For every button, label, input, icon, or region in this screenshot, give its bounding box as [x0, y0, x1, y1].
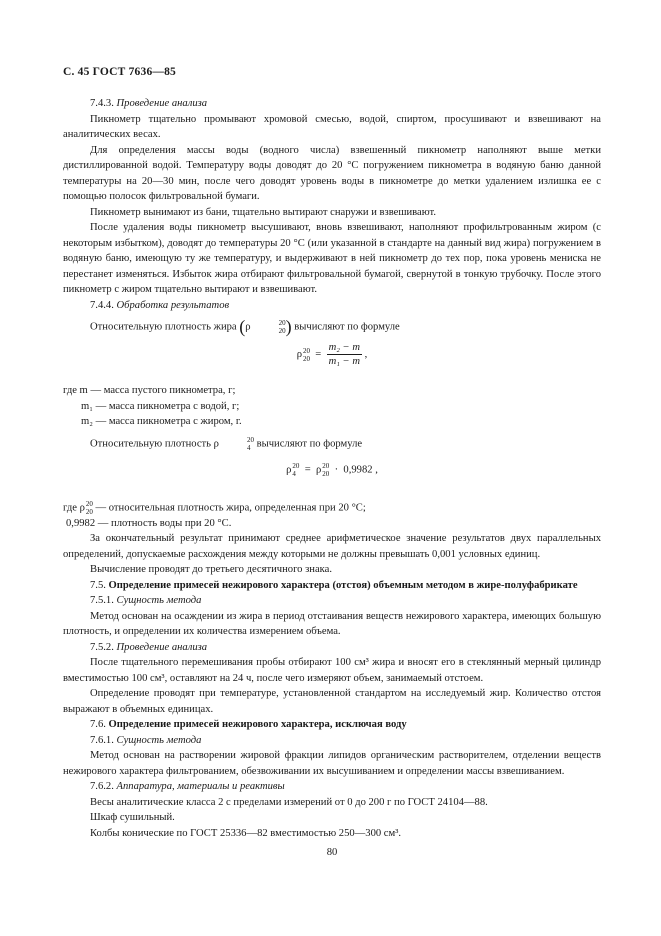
- equals-sign: =: [315, 348, 322, 360]
- superscript: 20: [292, 461, 300, 470]
- index-pair: [220, 436, 254, 452]
- superscript: 20: [302, 346, 310, 355]
- superscript: 20: [246, 435, 254, 444]
- section-number: 7.6.2.: [90, 781, 114, 792]
- document-body: [63, 96, 601, 841]
- subscript: 4: [292, 469, 296, 478]
- paragraph: Колбы конические по ГОСТ 25336—82 вместимостью 250—300 см³.: [90, 827, 402, 839]
- section-title: Проведение анализа: [116, 641, 208, 653]
- rho-symbol: ρ: [296, 348, 302, 360]
- superscript: 20: [322, 461, 330, 470]
- paragraph: Весы аналитические класса 2 с пределами измерений от 0 до 200 г по ГОСТ 24104—88.: [90, 796, 488, 808]
- rho-symbol: ρ: [213, 437, 219, 449]
- paragraph: Определение проводят при температуре, установленной стандартом на исследуемый жир. Количество отстоя выражают в объемных единицах.: [63, 688, 601, 715]
- where-line: [63, 500, 601, 516]
- section-7-5-heading: [63, 578, 601, 594]
- section-7-6-1-heading: [63, 733, 601, 749]
- formula-2: [63, 462, 601, 494]
- section-number: 7.6.1.: [90, 734, 114, 746]
- paragraph: Для определения массы воды (водного числа) взвешенный пикнометр наполняют выше метки дистиллированной водой. Температуру воды доводят до 20 °С погружением пикнометра в водяную баню данной температуры на 20—30 мин, после чего доводят уровень воды в пикнометре до метки удалением излишка ее с помощью полосок фильтровальной бумаги.: [63, 144, 601, 202]
- section-7-6-2-heading: [63, 779, 601, 795]
- section-number: 7.5.1.: [90, 595, 114, 606]
- paren-open: (: [239, 316, 246, 337]
- document-page: [63, 0, 603, 936]
- subscript: 4: [246, 443, 251, 452]
- section-number: 7.6.: [90, 719, 106, 730]
- comma: ,: [375, 463, 378, 475]
- section-7-5-1-heading: [63, 593, 601, 609]
- where-text: — относительная плотность жира, определенная при 20 °С;: [95, 501, 366, 513]
- section-number: 7.4.3.: [90, 98, 114, 109]
- where-word: где: [63, 501, 77, 513]
- page-number: 80: [326, 847, 338, 858]
- numerator: m₂ − m: [328, 342, 360, 353]
- section-7-6-heading: [63, 717, 601, 733]
- equals-sign: =: [304, 463, 311, 475]
- paragraph: Пикнометр тщательно промывают хромовой смесью, водой, спиртом, просушивают и взвешивают на аналитических весах.: [63, 113, 601, 140]
- multiply-sign: ·: [334, 463, 339, 475]
- paragraph: Пикнометр вынимают из бани, тщательно вытирают снаружи и взвешивают.: [90, 206, 436, 218]
- superscript: 20: [85, 499, 93, 508]
- section-title: Обработка результатов: [116, 299, 230, 311]
- section-title: Сущность метода: [116, 595, 202, 606]
- section-title: Проведение анализа: [116, 98, 208, 109]
- formula-intro-text: вычисляют по формуле: [256, 437, 363, 449]
- section-7-4-4-heading: [63, 298, 601, 314]
- index-pair: [252, 319, 286, 335]
- section-title: Определение примесей нежирового характера, исключая воду: [108, 719, 407, 730]
- page-header: С. 45 ГОСТ 7636—85: [63, 66, 176, 78]
- subscript: 20: [302, 354, 310, 363]
- index-pair: [322, 462, 329, 478]
- section-number: 7.5.: [90, 579, 106, 591]
- paragraph: После удаления воды пикнометр высушивают, вновь взвешивают, наполняют профильтрованным жиром (с некоторым избытком), доводят до температуры 20 °С (или указанной в стандарте на данный вид жира) погружением в водяную баню, имеющую ту же температуру, и выдерживают в ней пикнометр до тех пор, пока уровень мениска не перестанет изменяться. Избыток жира отбирают фильтровальной бумагой, свернутой в тонкую трубочку. После этого пикнометр с жиром тщательно вытирают и взвешивают.: [63, 222, 601, 295]
- section-7-4-3-heading: [63, 96, 601, 112]
- subscript: 20: [85, 507, 93, 516]
- rho-symbol: ρ: [79, 501, 85, 513]
- rho-symbol: ρ: [286, 463, 292, 475]
- fraction: [327, 341, 362, 368]
- section-number: 7.5.2.: [90, 641, 114, 653]
- index-pair: [292, 462, 299, 478]
- paragraph: Метод основан на осаждении из жира в период отстаивания веществ нежирового характера, имеющих большую плотность, и определении их количества измерением объема.: [63, 610, 601, 637]
- paragraph: За окончательный результат принимают среднее арифметическое значение результатов двух параллельных определений, допускаемые расхождения между которыми не должны превышать 0,001 условных единиц.: [63, 533, 601, 560]
- where-line: где m — масса пустого пикнометра, г;: [63, 385, 236, 396]
- formula-intro-1: [63, 316, 601, 337]
- superscript: 20: [278, 319, 286, 327]
- rho-symbol: ρ: [245, 321, 251, 333]
- index-pair: [86, 500, 93, 516]
- section-7-5-2-heading: [63, 640, 601, 656]
- paragraph: Метод основан на растворении жировой фракции липидов органическим растворителем, отделении веществ нежирового характера фильтрованием, обезвоживании их высушиванием и определении массы взвешиванием.: [63, 750, 601, 777]
- formula-intro-text: Относительную плотность жира: [90, 321, 237, 333]
- subscript: 20: [278, 327, 286, 335]
- index-pair: [303, 347, 310, 363]
- denominator: m₁ − m: [328, 356, 360, 367]
- formula-intro-text: Относительную плотность: [90, 437, 211, 449]
- where-line: m₁ — масса пикнометра с водой, г;: [81, 400, 240, 412]
- constant: 0,9982: [343, 463, 373, 475]
- paragraph: Шкаф сушильный.: [90, 812, 175, 823]
- formula-intro-text: вычисляют по формуле: [294, 321, 400, 333]
- formula-intro-2: [63, 436, 601, 452]
- paren-close: ): [285, 316, 292, 337]
- section-number: 7.4.4.: [90, 299, 114, 311]
- rho-symbol: ρ: [316, 463, 322, 475]
- where-line: m₂ — масса пикнометра с жиром, г.: [81, 416, 242, 427]
- paragraph: Вычисление проводят до третьего десятичного знака.: [90, 564, 333, 575]
- section-title: Определение примесей нежирового характера (отстоя) объемным методом в жире-полуфабрикате: [108, 579, 578, 591]
- paragraph: После тщательного перемешивания пробы отбирают 100 см³ жира и вносят его в стеклянный мерный цилиндр вместимостью 100 см³, оставляют на 24 ч, после чего измеряют объем, занимаемый отстоем.: [63, 657, 601, 684]
- comma: ,: [364, 348, 368, 360]
- section-title: Сущность метода: [116, 734, 202, 746]
- section-title: Аппаратура, материалы и реактивы: [116, 781, 285, 792]
- where-line: 0,9982 — плотность воды при 20 °С.: [66, 517, 232, 529]
- subscript: 20: [322, 469, 330, 478]
- formula-1: [63, 341, 601, 373]
